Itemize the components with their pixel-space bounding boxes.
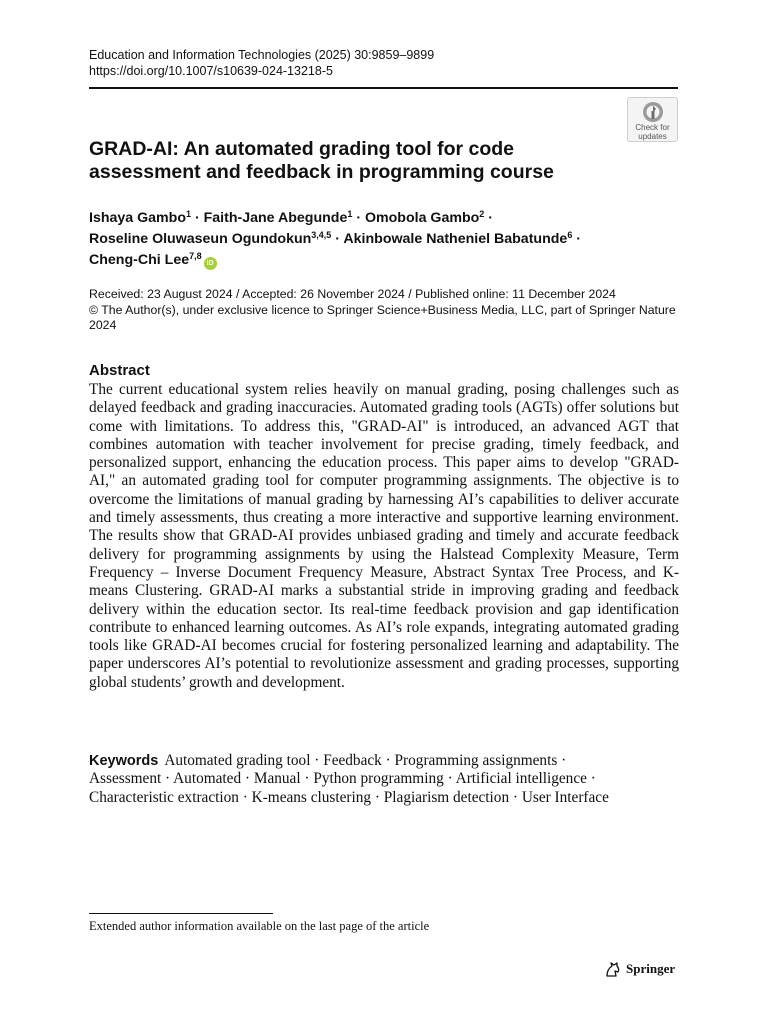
author-line — [89, 229, 679, 250]
keywords-line: Characteristic extraction · K-means clustering · Plagiarism detection · User Interface — [89, 788, 609, 806]
received-dates: Received: 23 August 2024 / Accepted: 26 November 2024 / Published online: 11 December 2024 — [89, 287, 616, 301]
author-affiliation: 3,4,5 — [311, 230, 332, 240]
author-affiliation: 1 — [186, 209, 192, 219]
footnote-rule — [89, 913, 273, 914]
journal-citation: Education and Information Technologies (2025) 30:9859–9899 — [89, 48, 435, 62]
author-separator: · — [352, 210, 365, 226]
abstract-text: The current educational system relies heavily on manual grading, posing challenges such as delayed feedback and grading inaccuracies. Automated grading tools (AGTs) offer solutions but come with limitations. To address this, "GRAD-AI" is introduced, an advanced AGT that combines automation with teacher involvement for precise grading, timely feedback, and personalized support, enhancing the education process. This paper aims to develop "GRAD-AI," an automated grading tool for computer programming assignments. The objective is to overcome the limitations of manual grading by harnessing AI’s capabilities to deliver accurate and timely assessments, thus creating a more interactive and supportive learning environment. The results show that GRAD-AI provides unbiased grading and timely and accurate feedback delivery for programming assignments by using the Halstead Complexity Measure, Term Frequency – Inverse Document Frequency Measure, Abstract Syntax Tree Process, and K-means Clustering. GRAD-AI marks a substantial stride in improving grading and feedback delivery within the education sector. Its real-time feedback provision and gap identification contribute to enhanced learning outcomes. As AI’s role expands, integrating automated grading tools like GRAD-AI becomes crucial for fostering personalized learning and adaptability. The paper underscores AI’s potential to revolutionize assessment and grading processes, supporting global students’ growth and development. — [89, 381, 679, 691]
footnote: Extended author information available on the last page of the article — [89, 919, 430, 933]
paper-title: GRAD-AI: An automated grading tool for code assessment and feedback in programming course — [89, 138, 554, 183]
author-separator: · — [191, 210, 204, 226]
springer-horse-icon — [604, 961, 622, 978]
author-line — [89, 208, 679, 229]
author-affiliation: 2 — [479, 209, 485, 219]
author-separator: · — [484, 210, 493, 226]
author-separator: · — [331, 231, 344, 247]
publisher-logo — [604, 960, 675, 978]
keywords-line: Assessment · Automated · Manual · Python programming · Artificial intelligence · — [89, 770, 596, 788]
doi-link[interactable]: https://doi.org/10.1007/s10639-024-13218-5 — [89, 64, 333, 78]
author-line — [89, 250, 679, 271]
author-name[interactable]: Faith-Jane Abegunde — [203, 210, 348, 226]
keywords-section — [89, 752, 684, 807]
author-name[interactable]: Roseline Oluwaseun Ogundokun — [89, 231, 312, 247]
abstract-body — [89, 381, 679, 692]
author-affiliation: 6 — [567, 230, 573, 240]
author-name[interactable]: Akinbowale Natheniel Babatunde — [343, 231, 568, 247]
publication-history — [89, 287, 679, 334]
publisher-name: Springer — [626, 961, 676, 976]
header-rule — [89, 87, 678, 89]
check-for-updates-icon — [642, 101, 664, 123]
copyright-notice: © The Author(s), under exclusive licence to Springer Science+Business Media, LLC, part of Springer Nature 2024 — [89, 302, 676, 332]
abstract-heading: Abstract — [89, 362, 150, 379]
orcid-icon[interactable]: iD — [204, 257, 217, 270]
author-name[interactable]: Cheng-Chi Lee — [89, 252, 190, 268]
keywords-label: Keywords — [89, 753, 159, 769]
check-for-updates-badge[interactable] — [627, 97, 678, 142]
badge-label-line1: Check for — [635, 123, 670, 132]
keywords-line — [89, 752, 684, 770]
badge-label-line2: updates — [638, 132, 667, 141]
author-list — [89, 208, 679, 271]
author-affiliation: 7,8 — [189, 251, 202, 261]
keywords-text: Automated grading tool · Feedback · Programming assignments · — [164, 752, 567, 769]
author-affiliation: 1 — [347, 209, 353, 219]
author-name[interactable]: Omobola Gambo — [364, 210, 480, 226]
author-separator: · — [572, 231, 581, 247]
author-name[interactable]: Ishaya Gambo — [89, 210, 186, 226]
